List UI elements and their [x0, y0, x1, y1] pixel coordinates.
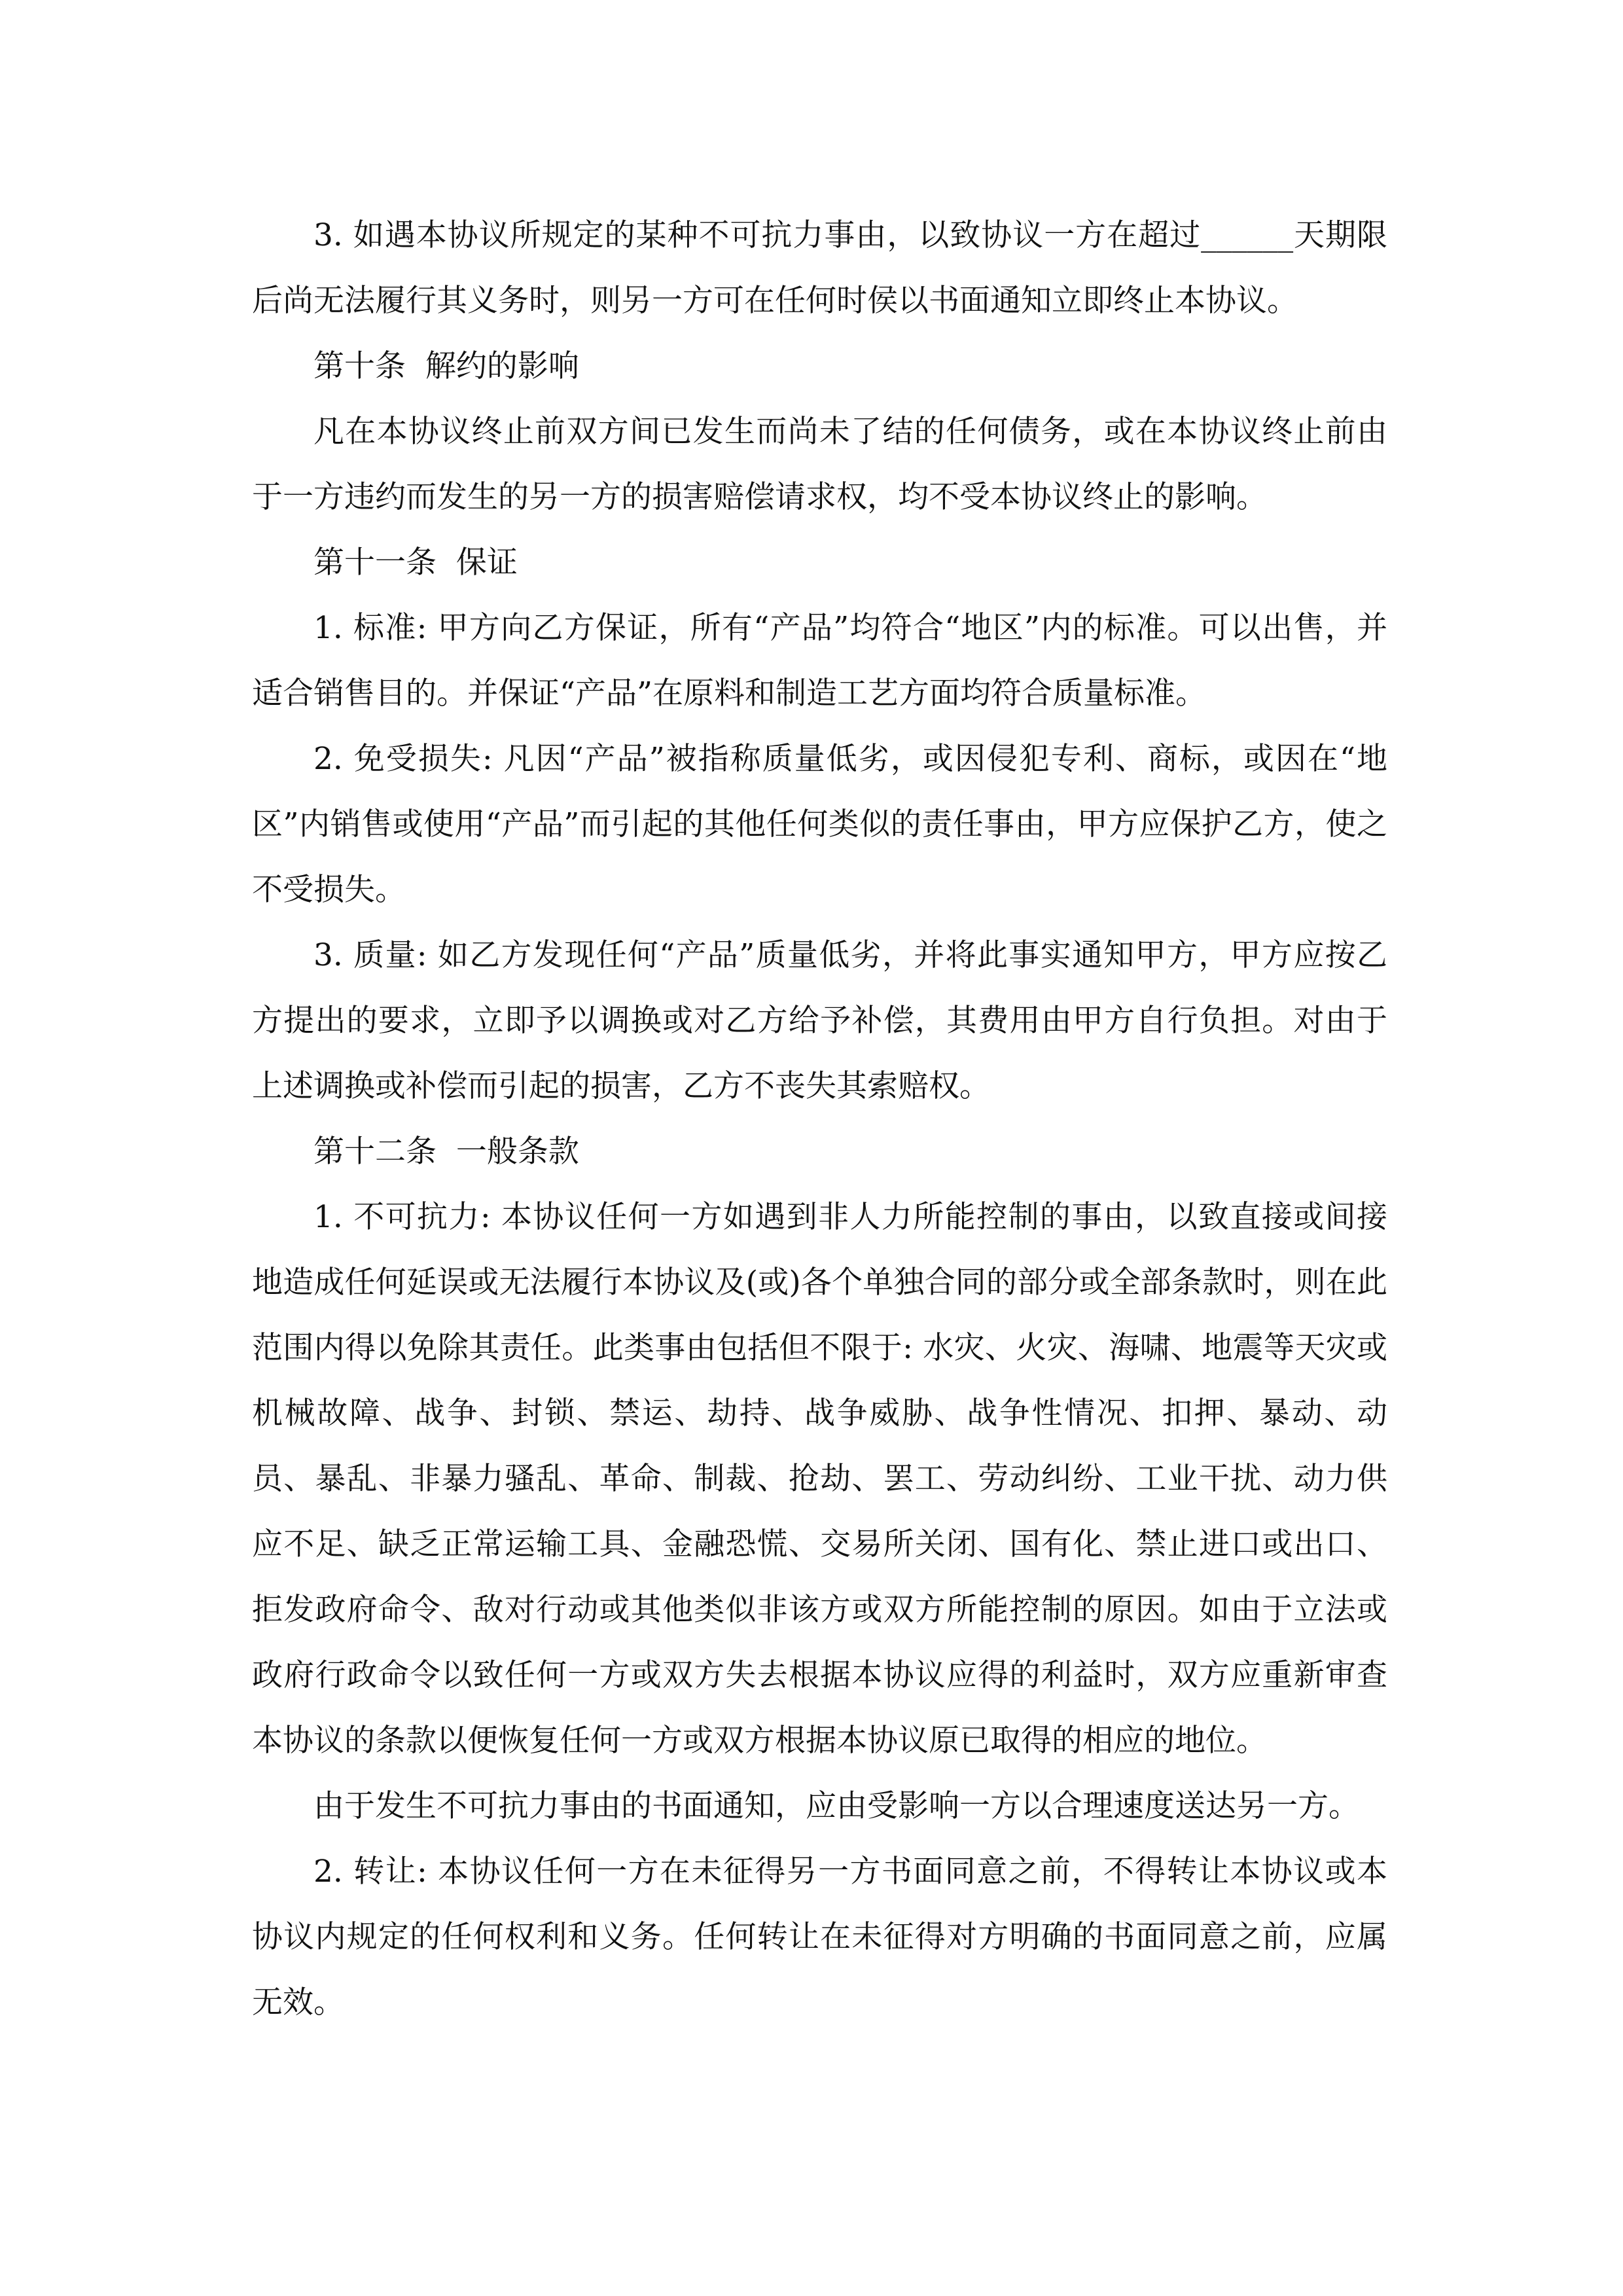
heading-article-11: 第十一条 保证 [313, 545, 518, 581]
paragraph-force-majeure: 1. 不可抗力: 本协议任何一方如遇到非人力所能控制的事由，以致直接或间接地造成任何延误或无法履行本协议及(或)各个单独合同的部分或全部条款时，则在此范围内得以免除其责任。此类事由包括但不限于: 水灾、火灾、海啸、地震等天灾或机械故障、战争、封锁、禁运、劫持、战争威胁、战争性情况、扣押、暴动、动员、暴乱、非暴力骚乱、革命、制裁、抢劫、罢工、劳动纠纷、工业干扰、动力供应不足、缺乏正常运输工具、金融恐慌、交易所关闭、国有化、禁止进口或出口、拒发政府命令、敌对行动或其他类似非该方或双方所能控制的原因。如由于立法或政府行政命令以致任何一方或双方失去根据本协议应得的利益时，双方应重新审查本协议的条款以便恢复任何一方或双方根据本协议原已取得的相应的地位。 [252, 1199, 1387, 1759]
paragraph-termination-effect: 凡在本协议终止前双方间已发生而尚未了结的任何债务，或在本协议终止前由于一方违约而发生的另一方的损害赔偿请求权，均不受本协议终止的影响。 [252, 414, 1387, 515]
paragraph-standard: 1. 标准: 甲方向乙方保证，所有“产品”均符合“地区”内的标准。可以出售，并适合销售目的。并保证“产品”在原料和制造工艺方面均符合质量标准。 [252, 610, 1387, 711]
paragraph-force-majeure-termination: 3. 如遇本协议所规定的某种不可抗力事由，以致协议一方在超过______天期限后尚无法履行其义务时，则另一方可在任何时侯以书面通知立即终止本协议。 [252, 217, 1387, 319]
paragraph-assignment: 2. 转让: 本协议任何一方在未征得另一方书面同意之前，不得转让本协议或本协议内规定的任何权利和义务。任何转让在未征得对方明确的书面同意之前，应属无效。 [252, 1854, 1387, 2020]
document-body [252, 203, 1387, 2036]
heading-article-10: 第十条 解约的影响 [313, 348, 579, 384]
paragraph-quality: 3. 质量: 如乙方发现任何“产品”质量低劣，并将此事实通知甲方，甲方应按乙方提出的要求，立即予以调换或对乙方给予补偿，其费用由甲方自行负担。对由于上述调换或补偿而引起的损害，乙方不丧失其索赔权。 [252, 937, 1387, 1104]
paragraph-indemnity: 2. 免受损失: 凡因“产品”被指称质量低劣，或因侵犯专利、商标，或因在“地区”内销售或使用“产品”而引起的其他任何类似的责任事由，甲方应保护乙方，使之不受损失。 [252, 741, 1387, 908]
paragraph-force-majeure-notice: 由于发生不可抗力事由的书面通知，应由受影响一方以合理速度送达另一方。 [313, 1788, 1359, 1824]
heading-article-12: 第十二条 一般条款 [313, 1134, 579, 1170]
